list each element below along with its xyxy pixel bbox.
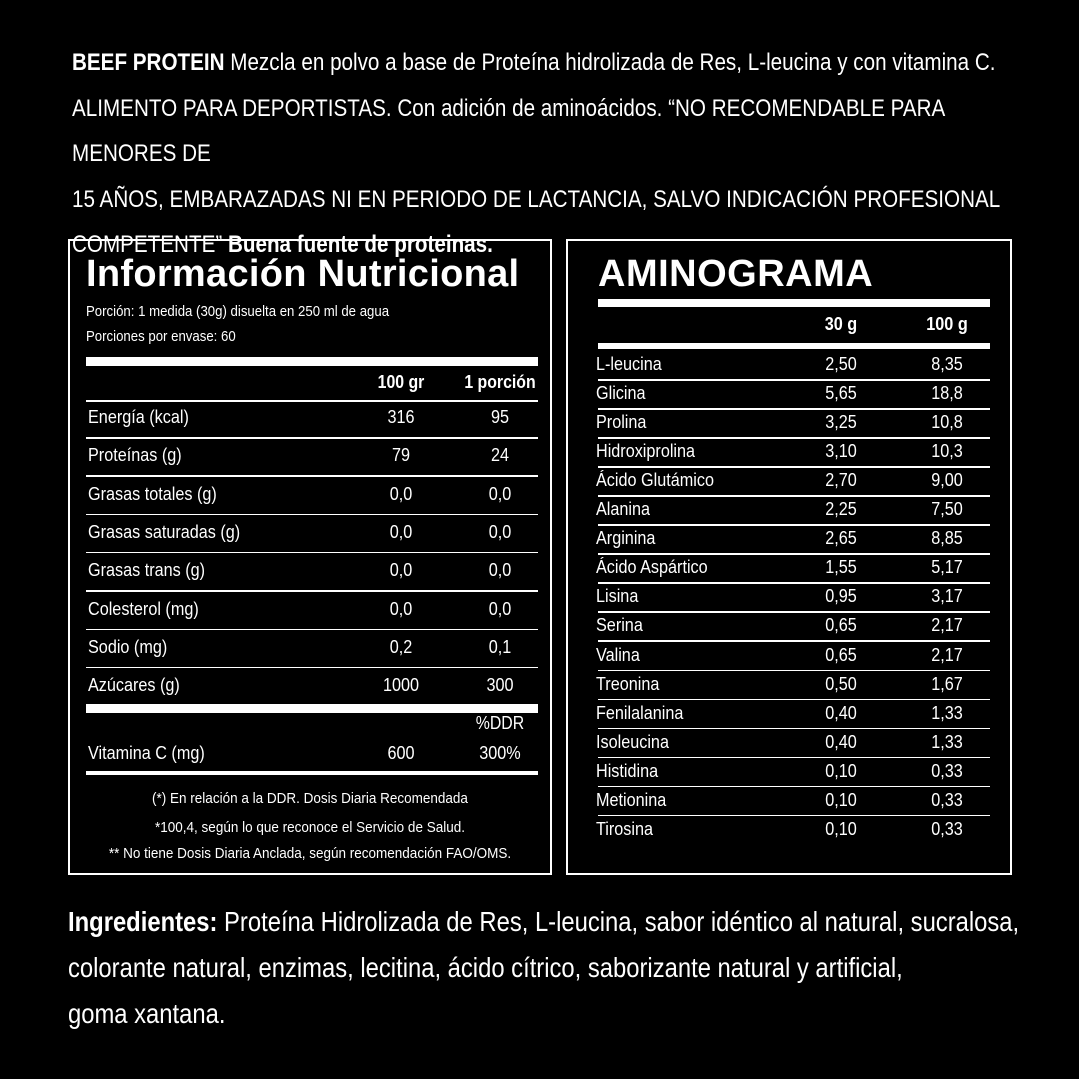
amino-acid-name: Treonina xyxy=(596,673,660,694)
nutrient-value-portion: 300 xyxy=(486,675,514,696)
nutrient-value-portion: 95 xyxy=(490,407,510,427)
row-divider xyxy=(598,670,990,672)
row-divider xyxy=(598,379,990,381)
nutrient-value-portion: 0,0 xyxy=(488,521,512,542)
intro-line-1: Mezcla en polvo a base de Proteína hidrolizada de Res, L-leucina y con vitamina C. xyxy=(224,49,996,76)
amino-value-100g: 5,17 xyxy=(931,557,963,578)
ingredients-line-1: Proteína Hidrolizada de Res, L-leucina, sabor idéntico al natural, sucralosa, xyxy=(217,906,1020,937)
intro-line-4: COMPETENTE” xyxy=(72,231,223,258)
thick-divider xyxy=(86,357,538,366)
col-portion-header: 1 porción xyxy=(464,372,536,392)
row-divider xyxy=(86,437,538,439)
amino-value-30g: 0,10 xyxy=(825,818,857,839)
nutrient-label: Colesterol (mg) xyxy=(88,598,199,619)
amino-value-30g: 0,10 xyxy=(825,760,857,781)
row-divider xyxy=(598,495,990,497)
ingredients-line-2: colorante natural, enzimas, lecitina, ácido cítrico, saborizante natural y artificial, xyxy=(68,952,903,983)
footnote-2: *100,4, según lo que reconoce el Servicio de Salud. xyxy=(155,819,465,836)
amino-acid-name: Fenilalanina xyxy=(596,702,684,723)
thick-divider xyxy=(598,343,990,349)
nutrient-value-100g: 79 xyxy=(391,445,411,466)
amino-value-100g: 2,17 xyxy=(931,615,963,636)
nutrient-label: Azúcares (g) xyxy=(88,675,180,696)
amino-value-30g: 2,50 xyxy=(825,354,857,374)
nutrient-value-portion: 0,0 xyxy=(488,560,512,581)
amino-acid-name: Lisina xyxy=(596,586,639,607)
amino-value-100g: 10,8 xyxy=(931,412,963,433)
row-divider xyxy=(86,590,538,592)
row-divider xyxy=(598,728,990,730)
amino-acid-name: Valina xyxy=(596,644,640,665)
nutrient-value-100g: 0,0 xyxy=(389,598,413,619)
amino-acid-name: Serina xyxy=(596,615,643,636)
row-divider xyxy=(86,514,538,516)
row-divider xyxy=(598,466,990,468)
nutrient-value-portion: 24 xyxy=(490,445,510,466)
nutrient-label: Grasas trans (g) xyxy=(88,560,206,581)
nutrient-value-100g: 0,0 xyxy=(389,560,413,581)
brand-name: BEEF PROTEIN xyxy=(72,49,225,76)
amino-acid-name: Hidroxiprolina xyxy=(596,441,696,462)
amino-acid-name: L-leucina xyxy=(596,354,662,374)
amino-value-30g: 2,25 xyxy=(825,499,857,520)
row-divider xyxy=(598,408,990,410)
amino-value-30g: 0,65 xyxy=(825,615,857,636)
aminogram-title: AMINOGRAMA xyxy=(598,253,874,295)
vitamin-c-label: Vitamina C (mg) xyxy=(88,743,205,763)
footnote-3: ** No tiene Dosis Diaria Anclada, según recomendación FAO/OMS. xyxy=(108,845,512,862)
amino-acid-name: Alanina xyxy=(596,499,651,520)
amino-value-30g: 3,25 xyxy=(825,412,857,433)
row-divider xyxy=(598,611,990,613)
row-divider xyxy=(598,815,990,817)
amino-acid-name: Arginina xyxy=(596,528,656,549)
nutrient-label: Proteínas (g) xyxy=(88,445,182,466)
vitamin-c-value: 600 xyxy=(387,743,415,763)
amino-value-100g: 7,50 xyxy=(931,499,963,520)
ingredients-text xyxy=(68,899,1020,1037)
amino-value-100g: 18,8 xyxy=(931,383,963,404)
amino-value-100g: 1,33 xyxy=(931,731,963,752)
nutrient-label: Energía (kcal) xyxy=(88,407,189,427)
amino-value-100g: 0,33 xyxy=(931,789,963,810)
row-divider xyxy=(598,437,990,439)
nutrient-label: Grasas saturadas (g) xyxy=(88,521,241,542)
amino-value-30g: 0,10 xyxy=(825,789,857,810)
amino-value-100g: 1,67 xyxy=(931,673,963,694)
row-divider xyxy=(86,629,538,631)
servings-text: Porciones por envase: 60 xyxy=(86,328,236,345)
nutrition-title: Información Nutricional xyxy=(86,253,520,295)
amino-value-100g: 10,3 xyxy=(931,441,963,462)
divider xyxy=(86,400,538,402)
amino-value-30g: 1,55 xyxy=(825,557,857,578)
divider xyxy=(86,771,538,775)
amino-value-30g: 0,50 xyxy=(825,673,857,694)
row-divider xyxy=(598,582,990,584)
amino-acid-name: Histidina xyxy=(596,760,659,781)
product-description xyxy=(72,40,1035,268)
row-divider xyxy=(598,699,990,701)
nutrient-value-portion: 0,1 xyxy=(488,636,512,657)
amino-value-30g: 0,95 xyxy=(825,586,857,607)
intro-line-3: 15 AÑOS, EMBARAZADAS NI EN PERIODO DE LACTANCIA, SALVO INDICACIÓN PROFESIONAL xyxy=(72,185,1001,213)
amino-value-30g: 5,65 xyxy=(825,383,857,404)
amino-value-30g: 0,65 xyxy=(825,644,857,665)
aminogram-panel xyxy=(566,239,1012,875)
amino-value-30g: 0,40 xyxy=(825,731,857,752)
nutrient-value-100g: 0,2 xyxy=(389,636,413,657)
amino-value-100g: 2,17 xyxy=(931,644,963,665)
col-100gr-header: 100 gr xyxy=(377,372,425,392)
row-divider xyxy=(598,786,990,788)
row-divider xyxy=(86,667,538,669)
col-30g-header: 30 g xyxy=(824,314,858,334)
amino-acid-name: Isoleucina xyxy=(596,731,669,752)
amino-value-100g: 0,33 xyxy=(931,818,963,839)
amino-value-100g: 8,35 xyxy=(931,354,963,374)
ddr-header: %DDR xyxy=(475,713,525,733)
amino-acid-name: Ácido Aspártico xyxy=(596,557,708,578)
amino-acid-name: Prolina xyxy=(596,412,647,433)
portion-text: Porción: 1 medida (30g) disuelta en 250 ml de agua xyxy=(86,303,390,320)
row-divider xyxy=(598,553,990,555)
amino-value-100g: 9,00 xyxy=(931,470,963,491)
amino-value-30g: 2,70 xyxy=(825,470,857,491)
footnote-1: (*) En relación a la DDR. Dosis Diaria Recomendada xyxy=(152,790,468,807)
amino-value-30g: 3,10 xyxy=(825,441,857,462)
amino-acid-name: Ácido Glutámico xyxy=(596,470,714,491)
nutrient-value-100g: 316 xyxy=(387,407,415,427)
vitamin-c-ddr: 300% xyxy=(479,743,521,763)
amino-acid-name: Tirosina xyxy=(596,818,654,839)
nutrient-value-portion: 0,0 xyxy=(488,598,512,619)
row-divider xyxy=(598,640,990,642)
nutrition-facts-panel xyxy=(68,239,552,875)
nutrient-value-100g: 1000 xyxy=(382,675,420,696)
intro-line-2: ALIMENTO PARA DEPORTISTAS. Con adición de aminoácidos. “NO RECOMENDABLE PARA MENORES DE xyxy=(72,94,945,167)
amino-value-100g: 1,33 xyxy=(931,702,963,723)
protein-claim: Buena fuente de proteinas. xyxy=(222,231,493,258)
amino-value-100g: 0,33 xyxy=(931,760,963,781)
amino-acid-name: Glicina xyxy=(596,383,646,404)
ingredients-line-3: goma xantana. xyxy=(68,998,226,1029)
row-divider xyxy=(598,757,990,759)
nutrient-value-100g: 0,0 xyxy=(389,483,413,504)
thick-divider xyxy=(86,704,538,713)
amino-value-100g: 3,17 xyxy=(931,586,963,607)
amino-value-30g: 0,40 xyxy=(825,702,857,723)
row-divider xyxy=(86,552,538,554)
amino-value-30g: 2,65 xyxy=(825,528,857,549)
nutrient-value-100g: 0,0 xyxy=(389,521,413,542)
ingredients-label: Ingredientes: xyxy=(68,906,218,937)
nutrient-value-portion: 0,0 xyxy=(488,483,512,504)
nutrient-label: Sodio (mg) xyxy=(88,636,168,657)
amino-value-100g: 8,85 xyxy=(931,528,963,549)
col-100g-header: 100 g xyxy=(926,314,968,334)
nutrient-label: Grasas totales (g) xyxy=(88,483,217,504)
row-divider xyxy=(598,524,990,526)
amino-acid-name: Metionina xyxy=(596,789,667,810)
thick-divider xyxy=(598,299,990,307)
row-divider xyxy=(86,475,538,477)
